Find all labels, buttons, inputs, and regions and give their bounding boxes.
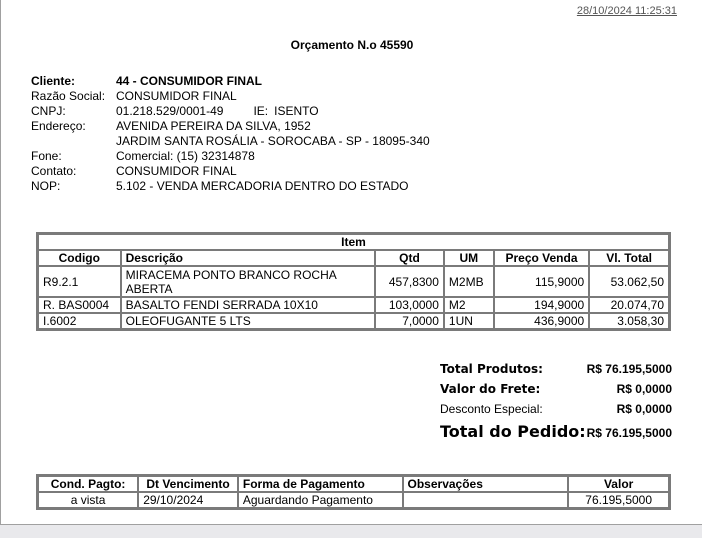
- desconto-label: Desconto Especial:: [440, 402, 543, 416]
- col-forma-pagamento: Forma de Pagamento: [238, 476, 403, 492]
- ie-label: IE:: [253, 104, 269, 118]
- valor-frete-label: Valor do Frete:: [440, 382, 541, 396]
- cell-cond-pagto: a vista: [38, 492, 138, 508]
- endereco-line1: AVENIDA PEREIRA DA SILVA, 1952: [116, 119, 311, 133]
- items-table: [36, 232, 671, 331]
- col-um: UM: [444, 250, 494, 266]
- cliente-value: 44 - CONSUMIDOR FINAL: [116, 74, 263, 88]
- cell-um: 1UN: [444, 313, 494, 329]
- totals-block: [440, 362, 672, 446]
- cell-total: 20.074,70: [589, 297, 669, 313]
- cnpj-label: CNPJ:: [31, 104, 66, 118]
- cell-codigo: I.6002: [38, 313, 121, 329]
- ie-group: [253, 104, 318, 119]
- col-observacoes: Observações: [403, 476, 569, 492]
- client-row: [31, 74, 430, 89]
- items-caption-row: [38, 234, 669, 250]
- col-dt-vencimento: Dt Vencimento: [138, 476, 238, 492]
- fone-row: [31, 149, 430, 164]
- cell-descricao: OLEOFUGANTE 5 LTS: [121, 313, 375, 329]
- col-preco-venda: Preço Venda: [494, 250, 589, 266]
- table-row: [38, 266, 669, 297]
- table-row: [38, 492, 669, 508]
- nop-label: NOP:: [31, 179, 61, 193]
- fone-value: Comercial: (15) 32314878: [116, 149, 255, 163]
- total-produtos-row: [440, 362, 672, 382]
- endereco-line2: JARDIM SANTA ROSÁLIA - SOROCABA - SP - 18095-340: [116, 134, 430, 148]
- bottom-strip: [0, 525, 702, 538]
- nop-row: [31, 179, 430, 194]
- razao-social-value: CONSUMIDOR FINAL: [116, 89, 237, 103]
- cell-um: M2: [444, 297, 494, 313]
- table-row: [38, 313, 669, 329]
- cell-forma: Aguardando Pagamento: [238, 492, 403, 508]
- endereco-row: [31, 119, 430, 134]
- cell-vencimento: 29/10/2024: [138, 492, 238, 508]
- valor-frete-row: [440, 382, 672, 402]
- contato-label: Contato:: [31, 164, 77, 178]
- razao-social-label: Razão Social:: [31, 89, 106, 103]
- razao-social-row: [31, 89, 430, 104]
- cell-codigo: R. BAS0004: [38, 297, 121, 313]
- payment-header-row: [38, 476, 669, 492]
- col-cond-pagto: Cond. Pagto:: [38, 476, 138, 492]
- cell-qtd: 457,8300: [375, 266, 444, 297]
- page-title: Orçamento N.o 45590: [290, 38, 414, 52]
- cell-um: M2MB: [444, 266, 494, 297]
- total-pedido-row: [440, 422, 672, 446]
- cell-obs: [403, 492, 569, 508]
- table-row: [38, 297, 669, 313]
- col-valor: Valor: [568, 476, 669, 492]
- ie-value: ISENTO: [274, 104, 319, 118]
- total-pedido-value: R$ 76.195,5000: [586, 426, 672, 440]
- cell-preco: 115,9000: [494, 266, 589, 297]
- col-descricao: Descrição: [121, 250, 375, 266]
- cell-total: 3.058,30: [589, 313, 669, 329]
- cell-qtd: 7,0000: [375, 313, 444, 329]
- col-codigo: Codigo: [38, 250, 121, 266]
- client-info: [31, 74, 430, 194]
- cell-descricao: MIRACEMA PONTO BRANCO ROCHA ABERTA: [121, 266, 375, 297]
- desconto-value: R$ 0,0000: [616, 402, 672, 416]
- contato-value: CONSUMIDOR FINAL: [116, 164, 237, 178]
- fone-label: Fone:: [31, 149, 62, 163]
- total-produtos-value: R$ 76.195,5000: [586, 362, 672, 376]
- cell-preco: 194,9000: [494, 297, 589, 313]
- cell-codigo: R9.2.1: [38, 266, 121, 297]
- cell-qtd: 103,0000: [375, 297, 444, 313]
- cell-valor: 76.195,5000: [568, 492, 669, 508]
- spacer: [31, 134, 116, 149]
- print-timestamp[interactable]: 28/10/2024 11:25:31: [576, 5, 677, 17]
- nop-value: 5.102 - VENDA MERCADORIA DENTRO DO ESTADO: [116, 179, 409, 193]
- cnpj-value: 01.218.529/0001-49: [116, 104, 224, 118]
- desconto-row: [440, 402, 672, 422]
- contato-row: [31, 164, 430, 179]
- endereco-label: Endereço:: [31, 119, 86, 133]
- col-vl-total: Vl. Total: [589, 250, 669, 266]
- valor-frete-value: R$ 0,0000: [616, 382, 672, 396]
- total-pedido-label: Total do Pedido:: [440, 422, 586, 441]
- endereco-row-2: [31, 134, 430, 149]
- cliente-label: Cliente:: [31, 74, 76, 88]
- payment-table: [36, 474, 671, 510]
- items-header-row: [38, 250, 669, 266]
- cnpj-row: [31, 104, 430, 119]
- items-caption: Item: [38, 234, 669, 250]
- cell-total: 53.062,50: [589, 266, 669, 297]
- col-qtd: Qtd: [375, 250, 444, 266]
- total-produtos-label: Total Produtos:: [440, 362, 543, 376]
- cell-preco: 436,9000: [494, 313, 589, 329]
- cell-descricao: BASALTO FENDI SERRADA 10X10: [121, 297, 375, 313]
